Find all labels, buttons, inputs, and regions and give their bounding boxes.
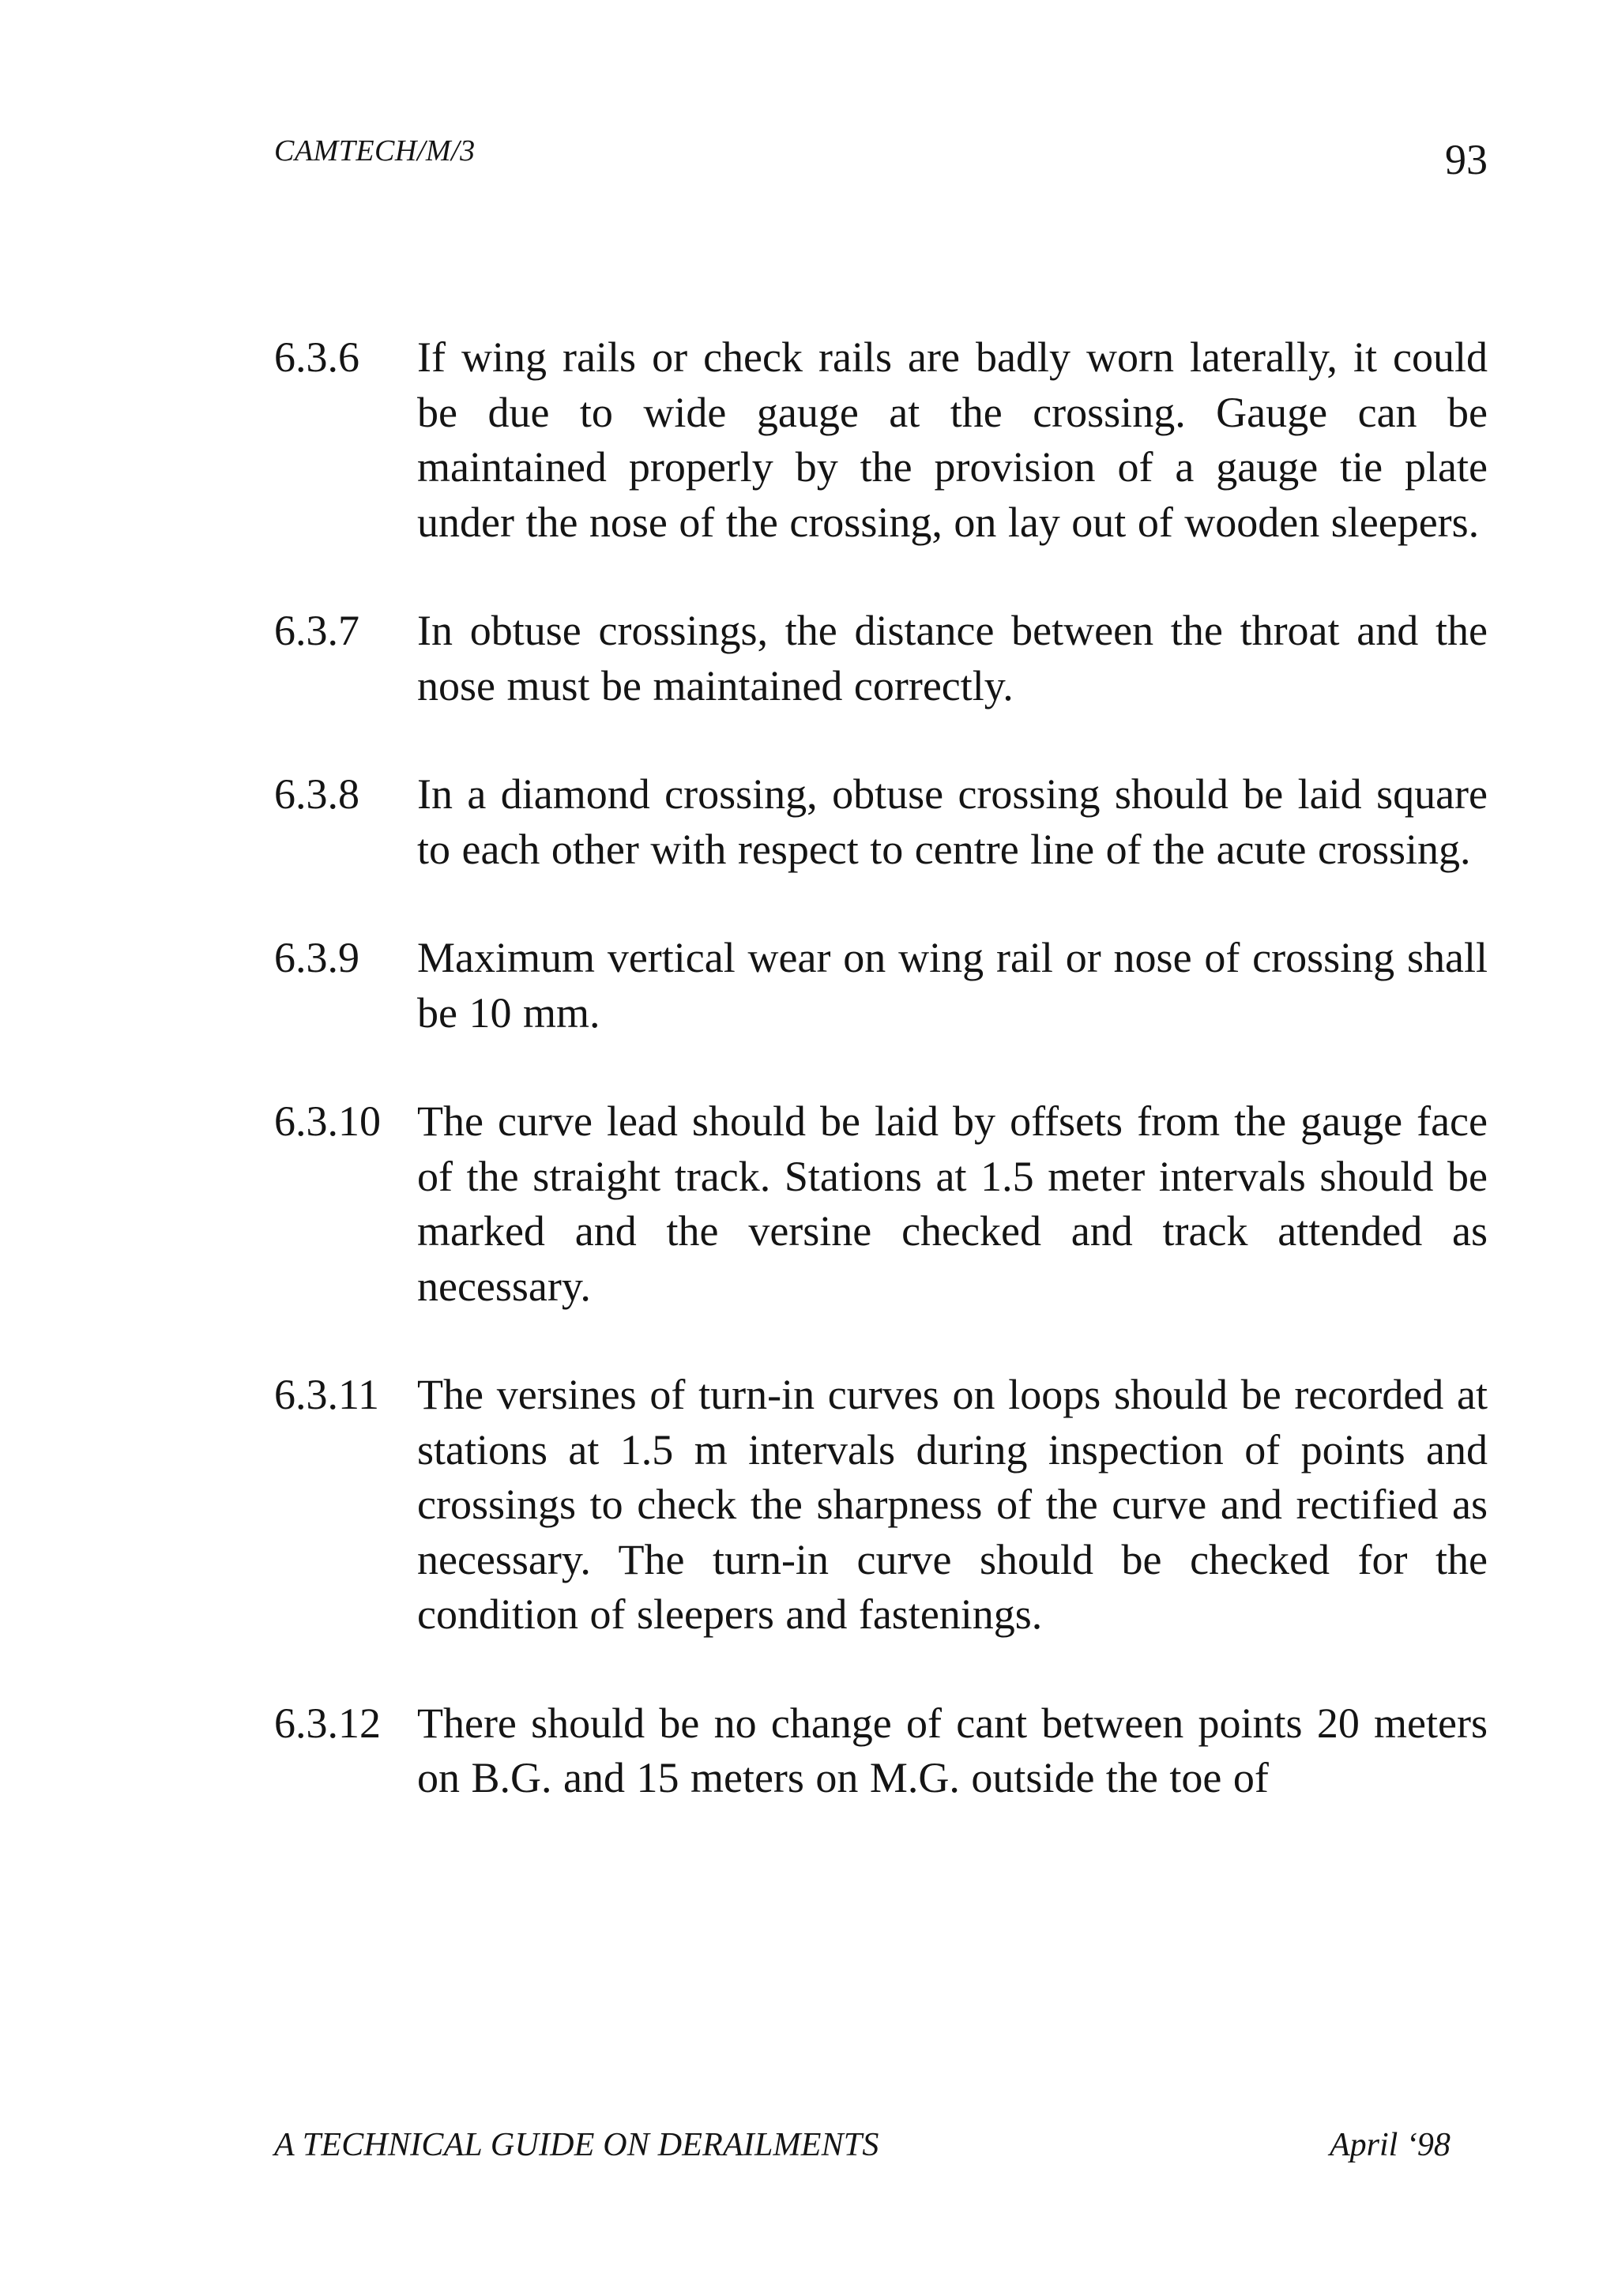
clause-6-3-6: [274, 330, 1488, 550]
clause-text: The curve lead should be laid by offsets from the gauge face of the straight track. Stations at 1.5 meter intervals should be marked and the versine checked and track attended as necessary.: [417, 1097, 1488, 1310]
page-number: 93: [1445, 136, 1488, 183]
clause-text: In a diamond crossing, obtuse crossing should be laid square to each other with respect to centre line of the acute crossing.: [417, 770, 1488, 873]
clause-6-3-9: [274, 931, 1488, 1041]
clause-6-3-11: [274, 1368, 1488, 1643]
clause-6-3-7: [274, 604, 1488, 713]
document-code: CAMTECH/M/3: [274, 134, 476, 167]
clause-6-3-8: [274, 767, 1488, 877]
clause-text: Maximum vertical wear on wing rail or nose of crossing shall be 10 mm.: [417, 934, 1488, 1037]
clause-number: 6.3.6: [274, 333, 359, 381]
clause-6-3-10: [274, 1094, 1488, 1314]
clause-text: There should be no change of cant between points 20 meters on B.G. and 15 meters on M.G. outside the toe of: [417, 1699, 1488, 1801]
clause-6-3-12: [274, 1696, 1488, 1806]
clause-number: 6.3.8: [274, 770, 359, 818]
clause-text: In obtuse crossings, the distance between the throat and the nose must be maintained correctly.: [417, 607, 1488, 710]
clause-number: 6.3.9: [274, 934, 359, 981]
clause-list: [274, 330, 1488, 1860]
footer-title: A TECHNICAL GUIDE ON DERAILMENTS: [274, 2127, 879, 2163]
clause-text: If wing rails or check rails are badly worn laterally, it could be due to wide gauge at the crossing. Gauge can be maintained properly by the provision of a gauge tie plate under the nose of the crossing, on lay out of wooden sleepers.: [417, 333, 1488, 546]
clause-number: 6.3.10: [274, 1097, 381, 1145]
clause-number: 6.3.7: [274, 607, 359, 654]
clause-number: 6.3.11: [274, 1371, 379, 1418]
footer-date: April ‘98: [1330, 2127, 1451, 2163]
clause-text: The versines of turn-in curves on loops should be recorded at stations at 1.5 m intervals during inspection of points and crossings to check the sharpness of the curve and rectified as necessary. The turn-in curve should be checked for the condition of sleepers and fastenings.: [417, 1371, 1488, 1638]
clause-number: 6.3.12: [274, 1699, 381, 1747]
